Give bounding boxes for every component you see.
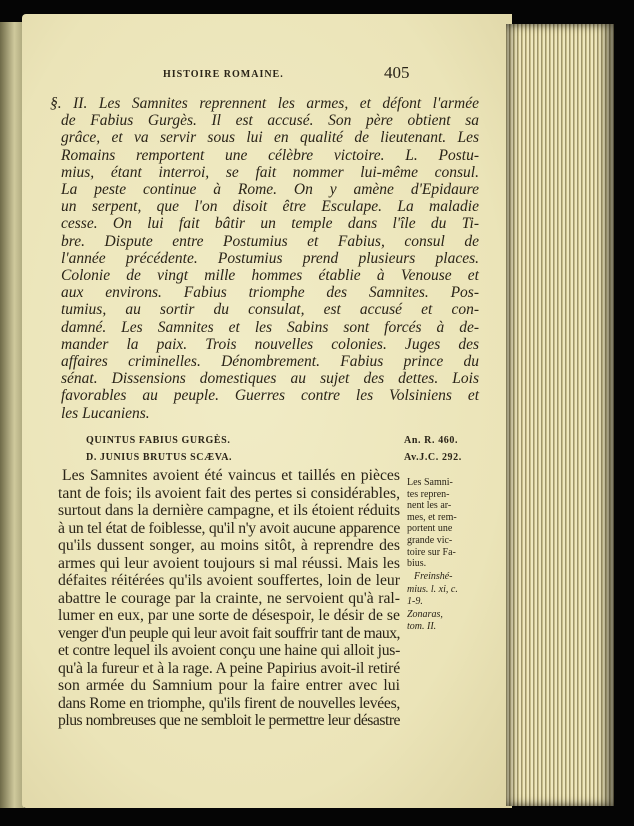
margin-note-line: tes repren- bbox=[407, 488, 450, 500]
page-stack-edge bbox=[506, 24, 614, 806]
consul-name: QUINTUS FABIUS GURGÈS. bbox=[86, 435, 231, 446]
summary-line: tumius, au sortir du consulat, est accusé et con- bbox=[61, 301, 479, 319]
margin-note-line: nent les ar- bbox=[407, 500, 452, 512]
margin-note-line: portent une bbox=[407, 523, 453, 535]
summary-line: affaires criminelles. Dénombrement. Fabius prince du bbox=[61, 353, 479, 370]
year-date: An. R. 460. bbox=[404, 435, 459, 446]
summary-line: grâce, et va servir sous lui en qualité de lieutenant. Les bbox=[61, 129, 479, 147]
body-line: lumer en eux, par une sorte de désespoir, le désir de se bbox=[58, 607, 400, 624]
margin-note-line: Les Samni- bbox=[407, 477, 453, 488]
summary-line: §. II. Les Samnites reprennent les armes, et défont l'armée bbox=[50, 95, 479, 112]
body-line: dans Rome en triomphe, qu'ils firent de nouvelles levées, bbox=[58, 694, 400, 712]
summary-line: sénat. Dissensions domestiques au sujet des dettes. Lois bbox=[61, 370, 479, 388]
page-number: 405 bbox=[384, 63, 410, 82]
body-line: venger d'un peuple qui leur avoit fait souffrir tant de maux, bbox=[58, 624, 400, 642]
summary-line: Colonie de vingt mille hommes établie à Venouse et bbox=[61, 267, 479, 284]
body-line: tant de fois; ils avoient fait des pertes si considérables, bbox=[58, 484, 400, 502]
margin-reference: mius. l. xi, c. bbox=[407, 583, 458, 595]
body-line: son armée du Samnium pour la faire entrer avec lui bbox=[58, 677, 400, 694]
body-line: défaites réitérées qu'ils avoient souffertes, loin de leur bbox=[58, 572, 400, 589]
summary-line: l'année précédente. Postumius prend plusieurs places. bbox=[61, 249, 479, 267]
margin-reference: Zonaras, bbox=[407, 608, 443, 620]
body-line: surtout dans la dernière campagne, et ils étoient réduits bbox=[58, 502, 400, 519]
body-line: armes qui leur avoient toujours si mal réussi. Mais les bbox=[58, 554, 400, 572]
summary-line: un serpent, que l'on disoit être Esculape. La maladie bbox=[61, 198, 479, 216]
margin-note-line: toire sur Fa- bbox=[407, 546, 456, 558]
margin-note-line: mes, et rem- bbox=[407, 511, 457, 523]
summary-line: Romains remportent une célèbre victoire. L. Postu- bbox=[61, 146, 479, 164]
margin-reference: 1-9. bbox=[407, 596, 423, 607]
left-page-edge bbox=[0, 22, 24, 808]
summary-line: cesse. On lui fait bâtir un temple dans l'île du Ti- bbox=[61, 215, 479, 233]
summary-line: bre. Dispute entre Postumius et Fabius, consul de bbox=[61, 232, 479, 250]
body-line: abattre le courage par la crainte, ne servoient qu'à ral- bbox=[58, 589, 400, 607]
summary-line: damné. Les Samnites et les Sabins sont forcés à de- bbox=[61, 318, 479, 336]
summary-line: de Fabius Gurgès. Il est accusé. Son père obtient sa bbox=[61, 112, 479, 130]
summary-line: mius, étant interroi, se fait nommer lui-même consul. bbox=[61, 163, 479, 181]
summary-line: favorables au peuple. Guerres contre les Volsiniens et bbox=[61, 387, 479, 405]
body-line: plus nombreuses que ne sembloit le permettre leur désastre bbox=[58, 712, 400, 729]
consul-name: D. JUNIUS BRUTUS SCÆVA. bbox=[86, 452, 233, 463]
summary-line: mander la paix. Trois nouvelles colonies. Juges des bbox=[61, 335, 479, 353]
running-title: HISTOIRE ROMAINE. bbox=[163, 69, 284, 80]
margin-reference: tom. II. bbox=[407, 621, 437, 632]
body-line: Les Samnites avoient été vaincus et taillés en pièces bbox=[62, 467, 400, 484]
margin-note-line: bius. bbox=[407, 558, 427, 570]
summary-line: aux environs. Fabius triomphe des Samnites. Pos- bbox=[61, 284, 479, 302]
margin-note-line: grande vic- bbox=[407, 535, 453, 546]
summary-line: La peste continue à Rome. On y amène d'Epidaure bbox=[61, 181, 479, 198]
body-line: qu'ils dussent songer, au moins sitôt, à reprendre des bbox=[58, 537, 400, 554]
body-line: et contre lequel ils avoient conçu une haine qui alloit jus- bbox=[58, 642, 400, 659]
body-line: à un tel état de foiblesse, qu'il n'y avoit aucune apparence bbox=[58, 519, 400, 537]
body-line: qu'à la fureur et à la rage. A peine Papirius avoit-il retiré bbox=[58, 659, 400, 677]
margin-reference: Freinshé- bbox=[414, 571, 453, 582]
year-date: Av.J.C. 292. bbox=[404, 452, 462, 463]
summary-line: les Lucaniens. bbox=[61, 404, 150, 422]
